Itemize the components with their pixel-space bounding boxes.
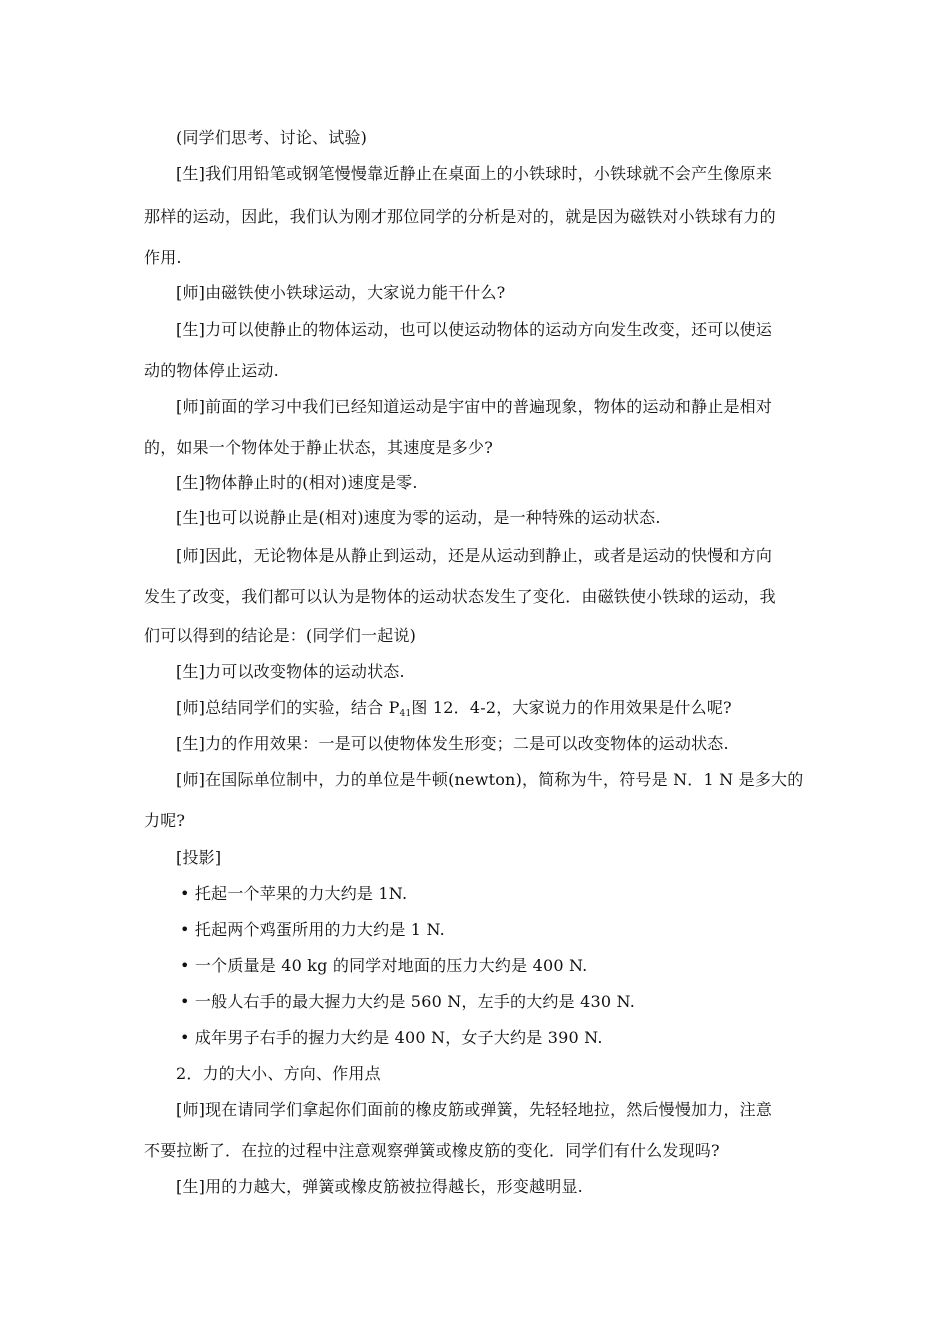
- bullet-item: • 一个质量是 40 kg 的同学对地面的压力大约是 400 N.: [180, 956, 588, 975]
- text-line: [生]我们用铅笔或钢笔慢慢靠近静止在桌面上的小铁球时，小铁球就不会产生像原来: [176, 164, 773, 183]
- text-line: [生]力的作用效果：一是可以使物体发生形变；二是可以改变物体的运动状态.: [176, 734, 729, 753]
- text-line: (同学们思考、讨论、试验): [176, 128, 368, 147]
- text-line: [生]用的力越大，弹簧或橡皮筋被拉得越长，形变越明显.: [176, 1177, 583, 1196]
- section-heading: 2．力的大小、方向、作用点: [176, 1064, 381, 1083]
- text-line: 们可以得到的结论是：(同学们一起说): [144, 626, 417, 645]
- text-line: [师]现在请同学们拿起你们面前的橡皮筋或弹簧，先轻轻地拉，然后慢慢加力，注意: [176, 1100, 773, 1119]
- text-line: [生]力可以改变物体的运动状态.: [176, 662, 405, 681]
- text-line: 发生了改变，我们都可以认为是物体的运动状态发生了变化．由磁铁使小铁球的运动，我: [144, 587, 776, 606]
- text-segment: 图 12．4-2，大家说力的作用效果是什么呢?: [411, 698, 732, 717]
- subscript-page-number: 41: [399, 709, 412, 719]
- text-line: [生]力可以使静止的物体运动，也可以使运动物体的运动方向发生改变，还可以使运: [176, 320, 773, 339]
- text-line: 作用.: [144, 248, 182, 267]
- text-line: 那样的运动，因此，我们认为刚才那位同学的分析是对的，就是因为磁铁对小铁球有力的: [144, 207, 776, 226]
- text-line: [生]也可以说静止是(相对)速度为零的运动，是一种特殊的运动状态.: [176, 508, 661, 527]
- text-line: [师]由磁铁使小铁球运动，大家说力能干什么?: [176, 283, 506, 302]
- text-line: 力呢?: [144, 811, 186, 830]
- text-line: 不要拉断了．在拉的过程中注意观察弹簧或橡皮筋的变化．同学们有什么发现吗?: [144, 1141, 720, 1160]
- bullet-item: • 一般人右手的最大握力大约是 560 N，左手的大约是 430 N.: [180, 992, 636, 1011]
- text-line: 动的物体停止运动.: [144, 361, 279, 380]
- text-line: 的，如果一个物体处于静止状态，其速度是多少?: [144, 438, 493, 457]
- bullet-item: • 托起一个苹果的力大约是 1N.: [180, 884, 408, 903]
- bullet-item: • 成年男子右手的握力大约是 400 N，女子大约是 390 N.: [180, 1028, 603, 1047]
- text-line: [生]物体静止时的(相对)速度是零.: [176, 473, 418, 492]
- bullet-item: • 托起两个鸡蛋所用的力大约是 1 N.: [180, 920, 445, 939]
- text-line: [师]在国际单位制中，力的单位是牛顿(newton)，简称为牛，符号是 N．1 N 是多大的: [176, 770, 804, 789]
- text-line-with-subscript: [176, 698, 732, 724]
- text-segment: [师]总结同学们的实验，结合 P: [176, 698, 400, 717]
- text-line: [师]前面的学习中我们已经知道运动是宇宙中的普遍现象，物体的运动和静止是相对: [176, 397, 773, 416]
- text-line: [师]因此，无论物体是从静止到运动，还是从运动到静止，或者是运动的快慢和方向: [176, 546, 773, 565]
- text-line: [投影]: [176, 848, 222, 867]
